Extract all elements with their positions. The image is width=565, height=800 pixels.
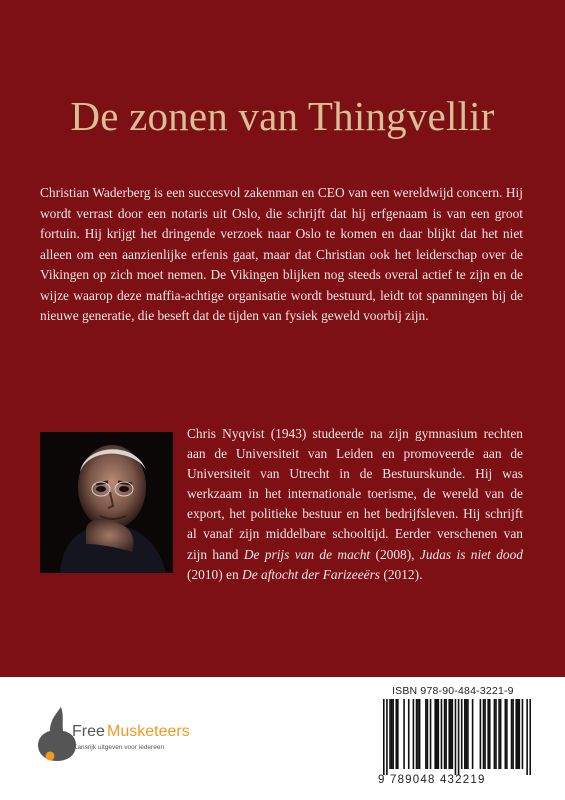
barcode-bar	[445, 699, 447, 769]
barcode-bar	[466, 699, 468, 769]
barcode-bar	[480, 699, 482, 769]
barcode-bar	[444, 699, 446, 769]
barcode-bar	[455, 699, 457, 775]
barcode-bar	[450, 699, 452, 769]
book-year-3: (2012).	[380, 566, 423, 582]
barcode-bar	[494, 699, 496, 769]
barcode-bar	[452, 699, 454, 769]
barcode-bar	[458, 699, 460, 775]
barcode-bar	[529, 699, 531, 775]
publisher-name-free: Free	[72, 723, 105, 740]
book-reference-2: Judas is niet dood	[419, 546, 523, 562]
barcode-bar	[517, 699, 519, 769]
barcode-bar	[519, 699, 521, 769]
barcode-bar	[395, 699, 397, 769]
barcode-bar	[505, 699, 507, 769]
barcode-bar	[441, 699, 443, 769]
barcode-bar	[413, 699, 415, 769]
barcode-number: 9 789048 432219	[378, 774, 486, 786]
book-title: De zonen van Thingvellir	[70, 93, 495, 139]
barcode-bar	[506, 699, 508, 769]
barcode-bar	[464, 699, 466, 769]
barcode-bar	[484, 699, 486, 769]
barcode-bar	[392, 699, 394, 769]
isbn-label: ISBN 978-90-484-3221-9	[392, 685, 514, 697]
barcode-bar	[438, 699, 440, 769]
barcode-bar	[434, 699, 436, 769]
barcode-bar	[500, 699, 502, 769]
barcode-bar	[417, 699, 419, 769]
barcode-bar	[419, 699, 421, 769]
publisher-logo	[38, 705, 198, 765]
barcode-bar	[416, 699, 418, 769]
publisher-tagline: Kansrijk uitgeven voor iedereen	[73, 744, 165, 751]
book-reference-3: De aftocht der Farizeeërs	[242, 566, 381, 582]
barcode-bar	[397, 699, 399, 769]
barcode-bar	[386, 699, 388, 775]
barcode-bar	[408, 699, 410, 769]
barcode-bar	[403, 699, 405, 769]
barcode-bar	[389, 699, 391, 769]
barcode-bar	[461, 699, 463, 769]
barcode-bar	[511, 699, 513, 769]
barcode-bar	[487, 699, 489, 769]
author-photo	[40, 432, 173, 573]
barcode-bar	[495, 699, 497, 769]
barcode-bar	[425, 699, 427, 769]
author-bio	[187, 424, 523, 585]
barcode-bar	[472, 699, 474, 769]
barcode	[383, 699, 531, 775]
publisher-name-musketeers: Musketeers	[107, 723, 190, 740]
barcode-bar	[383, 699, 385, 775]
barcode-bar	[489, 699, 491, 769]
book-reference-1: De prijs van de macht	[243, 546, 371, 562]
barcode-bar	[515, 699, 517, 769]
barcode-bar	[430, 699, 432, 769]
barcode-bar	[427, 699, 429, 769]
barcode-bar	[512, 699, 514, 769]
book-synopsis: Christian Waderberg is een succesvol zakenman en CEO van een wereldwijd concern. Hij wordt verrast door een notaris uit Oslo, die schrijft dat hij erfgenaam is van een groot fortuin. Hij krijgt het dringende verzoek naar Oslo te komen en daar blijkt dat het niet alleen om een aanzienlijke erfenis gaat, maar dat Christian ook het leiderschap over de Vikingen op zich moet nemen. De Vikingen blijken nog steeds overal actief te zijn en de wijze waarop deze maffia-achtige organisatie wordt bestuurd, leidt tot spanningen bij de nieuwe generatie, die beseft dat de tijden van fysiek geweld voorbij zijn.	[40, 185, 523, 323]
book-year-1: (2008),	[370, 546, 420, 562]
barcode-bar	[483, 699, 485, 769]
barcode-bar	[391, 699, 393, 769]
book-year-2: (2010) en	[187, 566, 243, 582]
barcode-bar	[436, 699, 438, 769]
barcode-bar	[467, 699, 469, 769]
author-bio-text: Chris Nyqvist (1943) studeerde na zijn gymnasium rechten aan de Universiteit van Leiden en promoveerde aan de Universiteit van Utrecht in de Bestuurskunde. Hij was werkzaam in het internationale toerisme, de wereld van de export, het politieke bestuur en het bedrijfsleven. Hij schrijft al vanaf zijn middelbare schooltijd. Eerder verschenen van zijn hand	[187, 426, 523, 562]
barcode-bar	[498, 699, 500, 769]
barcode-bar	[448, 699, 450, 769]
barcode-bar	[526, 699, 528, 775]
barcode-bar	[522, 699, 524, 769]
